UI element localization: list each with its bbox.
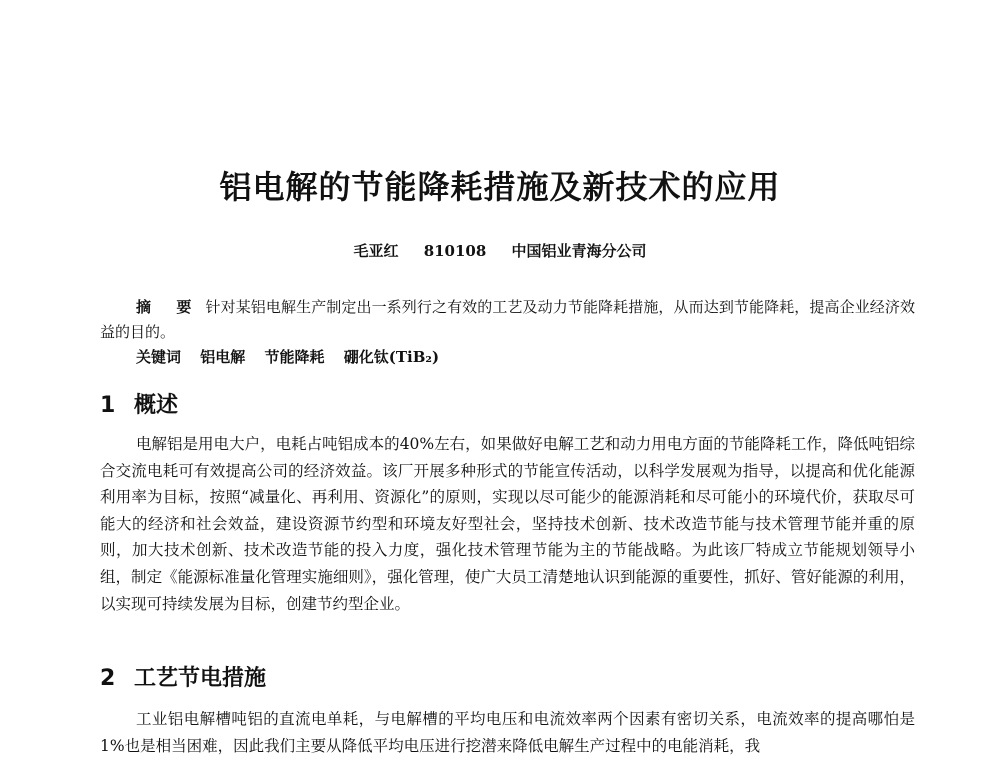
section-body-process-saving: 工业铝电解槽吨铝的直流电单耗，与电解槽的平均电压和电流效率两个因素有密切关系，电流效率的提高哪怕是1%也是相当困难，因此我们主要从降低平均电压进行挖潜来降低电解生产过程中的电能消耗，我 — [100, 710, 915, 755]
keyword-item: 铝电解 — [200, 348, 246, 366]
section-number: 1 — [100, 393, 116, 418]
author-affiliation: 中国铝业青海分公司 — [511, 242, 647, 260]
keyword-item: 节能降耗 — [264, 348, 325, 366]
byline — [0, 240, 1000, 261]
author-code: 810108 — [423, 242, 487, 260]
author-name: 毛亚红 — [353, 242, 399, 260]
keywords-label: 关键词 — [136, 348, 182, 366]
keyword-item: 硼化钛(TiB₂) — [343, 348, 440, 366]
section-number: 2 — [100, 666, 116, 691]
section-title: 概述 — [134, 393, 179, 418]
section-body-overview: 电解铝是用电大户，电耗占吨铝成本的40%左右，如果做好电解工艺和动力用电方面的节能降耗工作，降低吨铝综合交流电耗可有效提高公司的经济效益。该厂开展多种形式的节能宣传活动，以科学发展观为指导，以提高和优化能源利用率为目标，按照“减量化、再利用、资源化”的原则，实现以尽可能少的能源消耗和尽可能小的环境代价，获取尽可能大的经济和社会效益，建设资源节约型和环境友好型社会，坚持技术创新、技术改造节能与技术管理节能并重的原则，加大技术创新、技术改造节能的投入力度，强化技术管理节能为主的节能战略。为此该厂特成立节能规划领导小组，制定《能源标准量化管理实施细则》，强化管理，使广大员工清楚地认识到能源的重要性，抓好、管好能源的利用，以实现可持续发展为目标，创建节约型企业。 — [100, 435, 915, 613]
keywords — [136, 346, 439, 367]
section-title: 工艺节电措施 — [134, 666, 267, 691]
section-heading-overview — [100, 388, 178, 419]
section-heading-process-saving — [100, 661, 266, 692]
paper-title: 铝电解的节能降耗措施及新技术的应用 — [219, 168, 781, 206]
abstract — [100, 295, 915, 345]
abstract-label: 摘 要 — [136, 298, 202, 316]
abstract-text: 针对某铝电解生产制定出一系列行之有效的工艺及动力节能降耗措施，从而达到节能降耗，提高企业经济效益的目的。 — [100, 298, 915, 341]
